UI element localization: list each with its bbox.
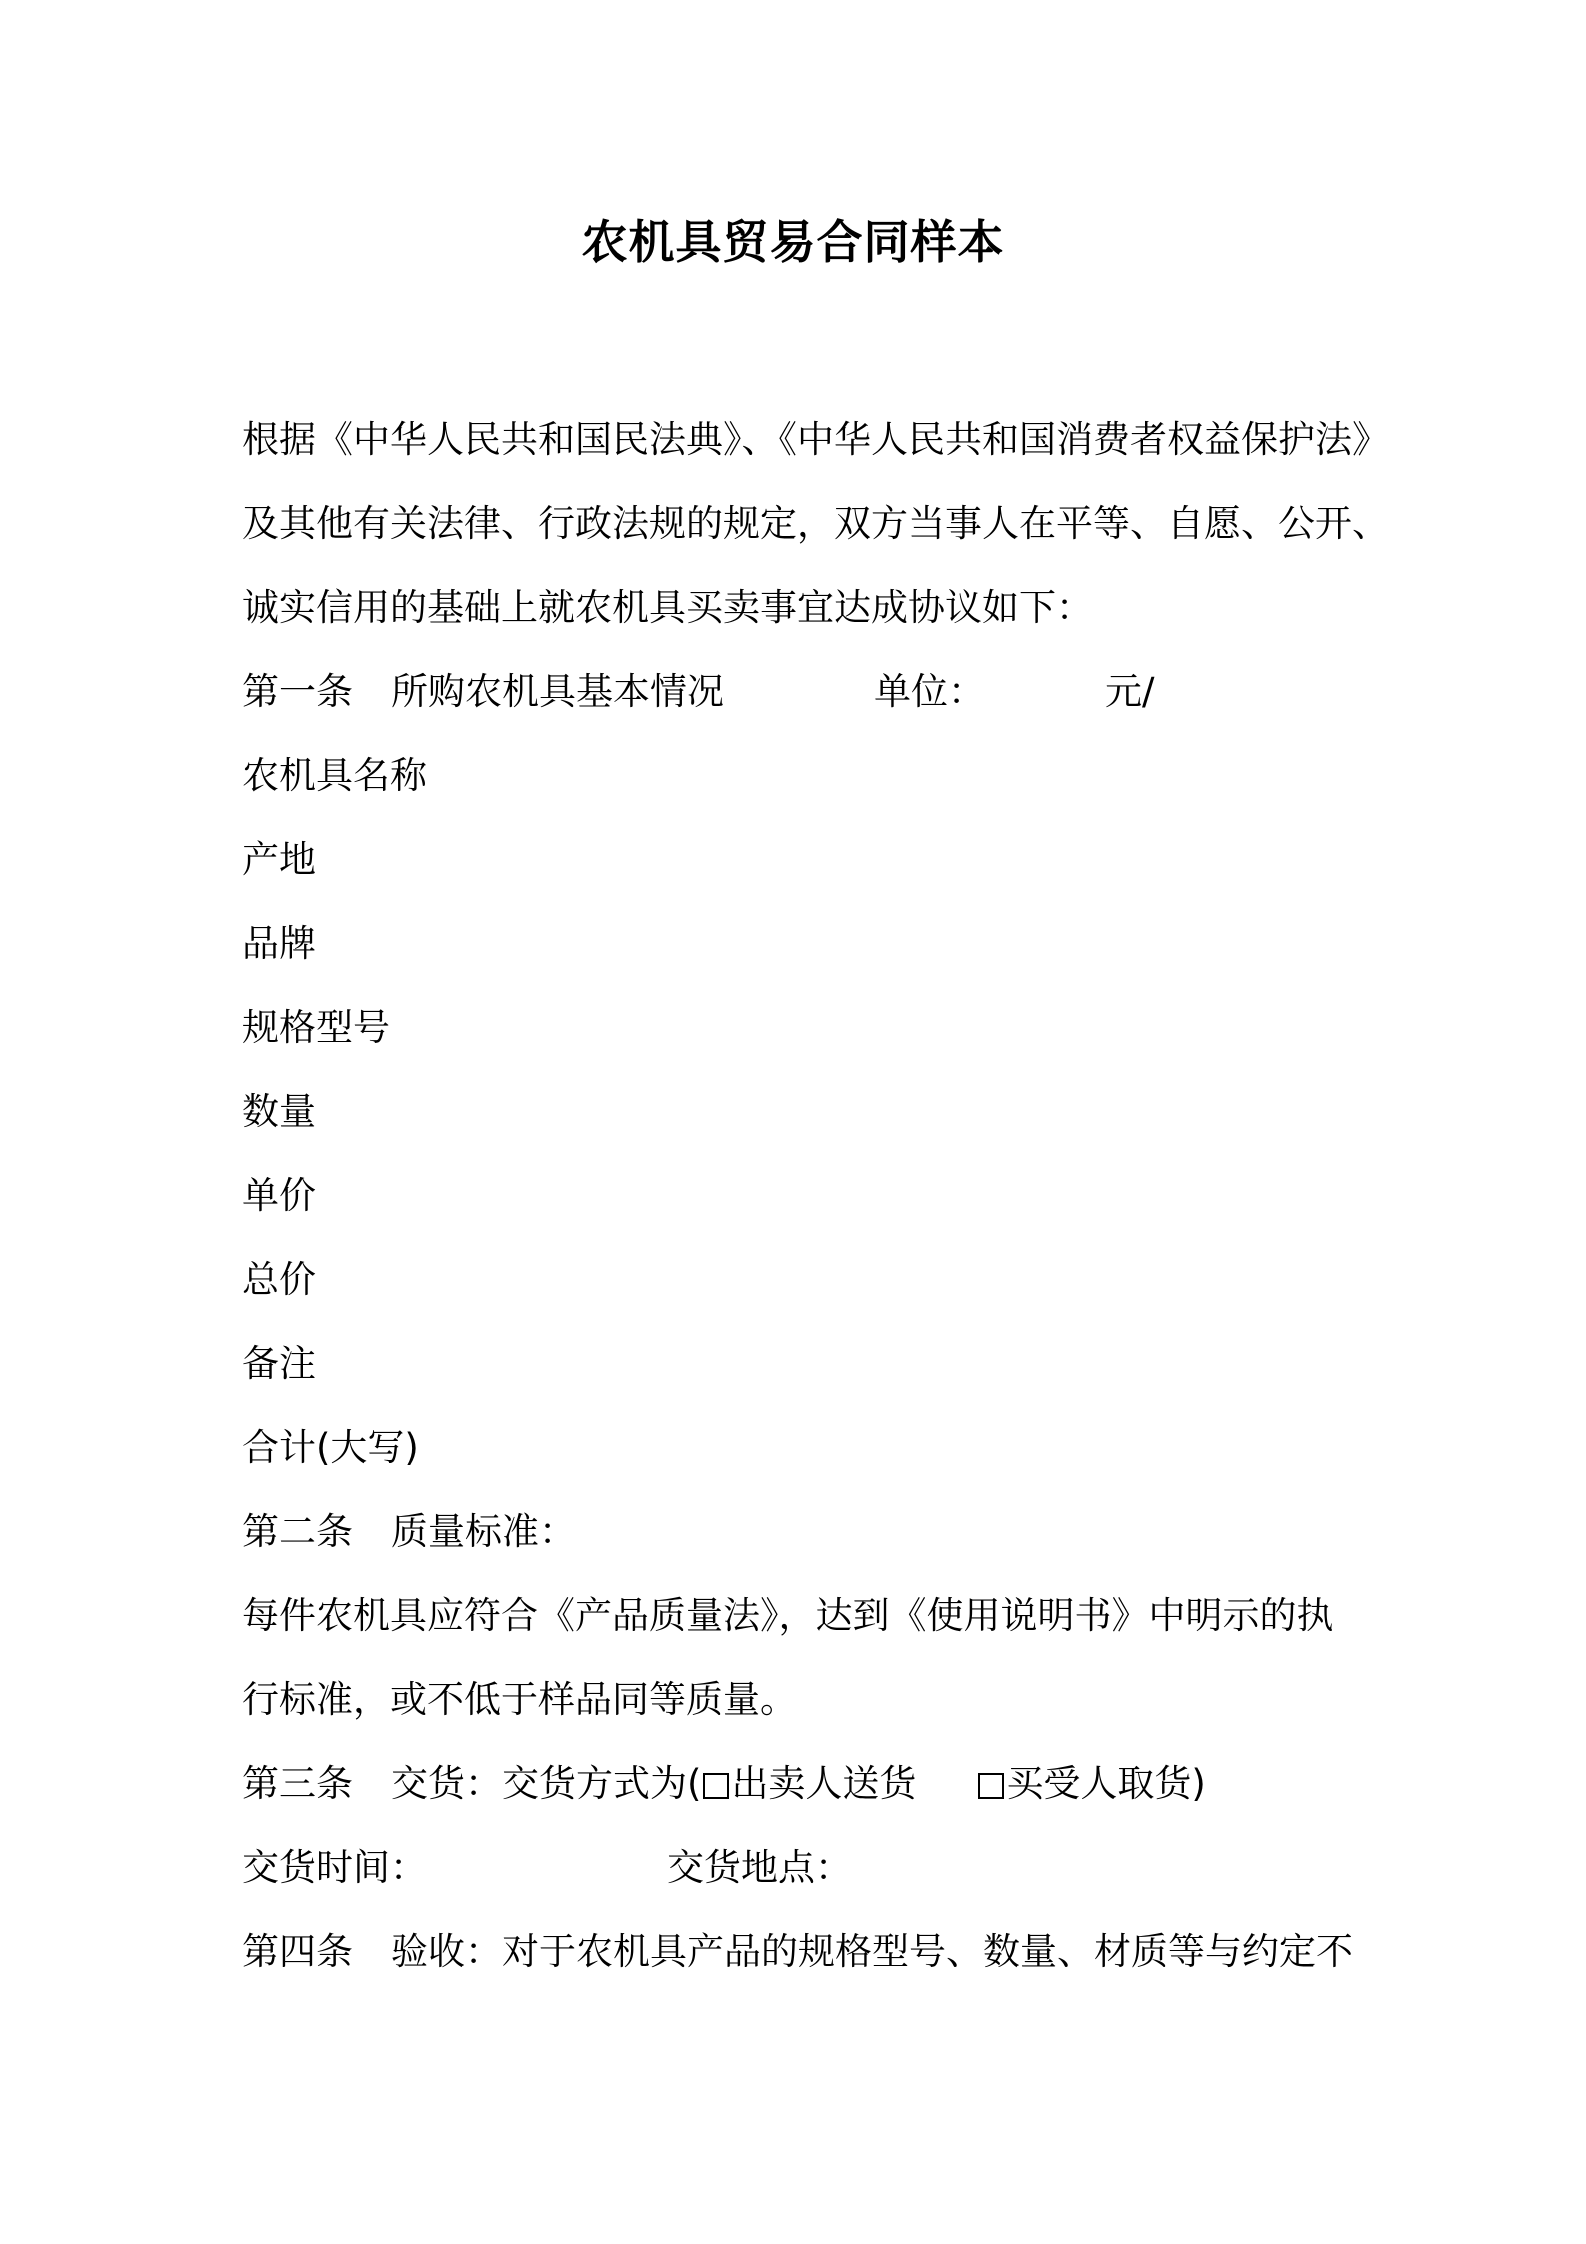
intro-line-3: 诚实信用的基础上就农机具买卖事宜达成协议如下： xyxy=(242,586,1093,629)
unit-value: 元/ xyxy=(1105,670,1155,713)
article-2-label: 第二条 xyxy=(242,1510,353,1553)
delivery-time-label: 交货时间： xyxy=(242,1846,427,1889)
intro-line-2: 及其他有关法律、行政法规的规定，双方当事人在平等、自愿、公开、 xyxy=(242,502,1389,545)
field-remarks: 备注 xyxy=(242,1342,316,1385)
field-total-price: 总价 xyxy=(242,1258,316,1301)
seller-delivery-label: 出卖人送货 xyxy=(731,1762,917,1805)
article-1-line xyxy=(242,666,1154,718)
intro-line-1: 根据《中华人民共和国民法典》、《中华人民共和国消费者权益保护法》 xyxy=(242,418,1389,461)
article-2-heading: 质量标准： xyxy=(391,1510,576,1553)
field-origin: 产地 xyxy=(242,838,316,881)
article-3-label: 第三条 xyxy=(242,1762,353,1805)
article-2-line xyxy=(242,1506,576,1558)
field-total-in-words: 合计(大写) xyxy=(242,1426,419,1469)
article-4-label: 第四条 xyxy=(242,1930,353,1973)
article-4-body: 验收：对于农机具产品的规格型号、数量、材质等与约定不 xyxy=(391,1930,1353,1973)
delivery-details-line xyxy=(242,1842,852,1894)
field-unit-price: 单价 xyxy=(242,1174,316,1217)
buyer-pickup-checkbox[interactable] xyxy=(978,1773,1004,1799)
article-3-heading: 交货：交货方式为( xyxy=(391,1762,702,1805)
buyer-pickup-label: 买受人取货) xyxy=(1006,1762,1206,1805)
field-model: 规格型号 xyxy=(242,1006,390,1049)
article-1-label: 第一条 xyxy=(242,670,353,713)
article-4-line xyxy=(242,1926,1353,1978)
article-2-body-2: 行标准，或不低于样品同等质量。 xyxy=(242,1678,797,1721)
delivery-place-label: 交货地点： xyxy=(667,1846,852,1889)
page-title: 农机具贸易合同样本 xyxy=(581,215,1005,269)
field-quantity: 数量 xyxy=(242,1090,316,1133)
unit-label: 单位： xyxy=(874,670,985,713)
article-3-line xyxy=(242,1758,1206,1810)
field-brand: 品牌 xyxy=(242,922,316,965)
article-2-body-1: 每件农机具应符合《产品质量法》，达到《使用说明书》中明示的执 xyxy=(242,1594,1334,1637)
seller-delivery-checkbox[interactable] xyxy=(703,1773,729,1799)
article-1-heading: 所购农机具基本情况 xyxy=(391,670,724,713)
field-item-name: 农机具名称 xyxy=(242,754,427,797)
